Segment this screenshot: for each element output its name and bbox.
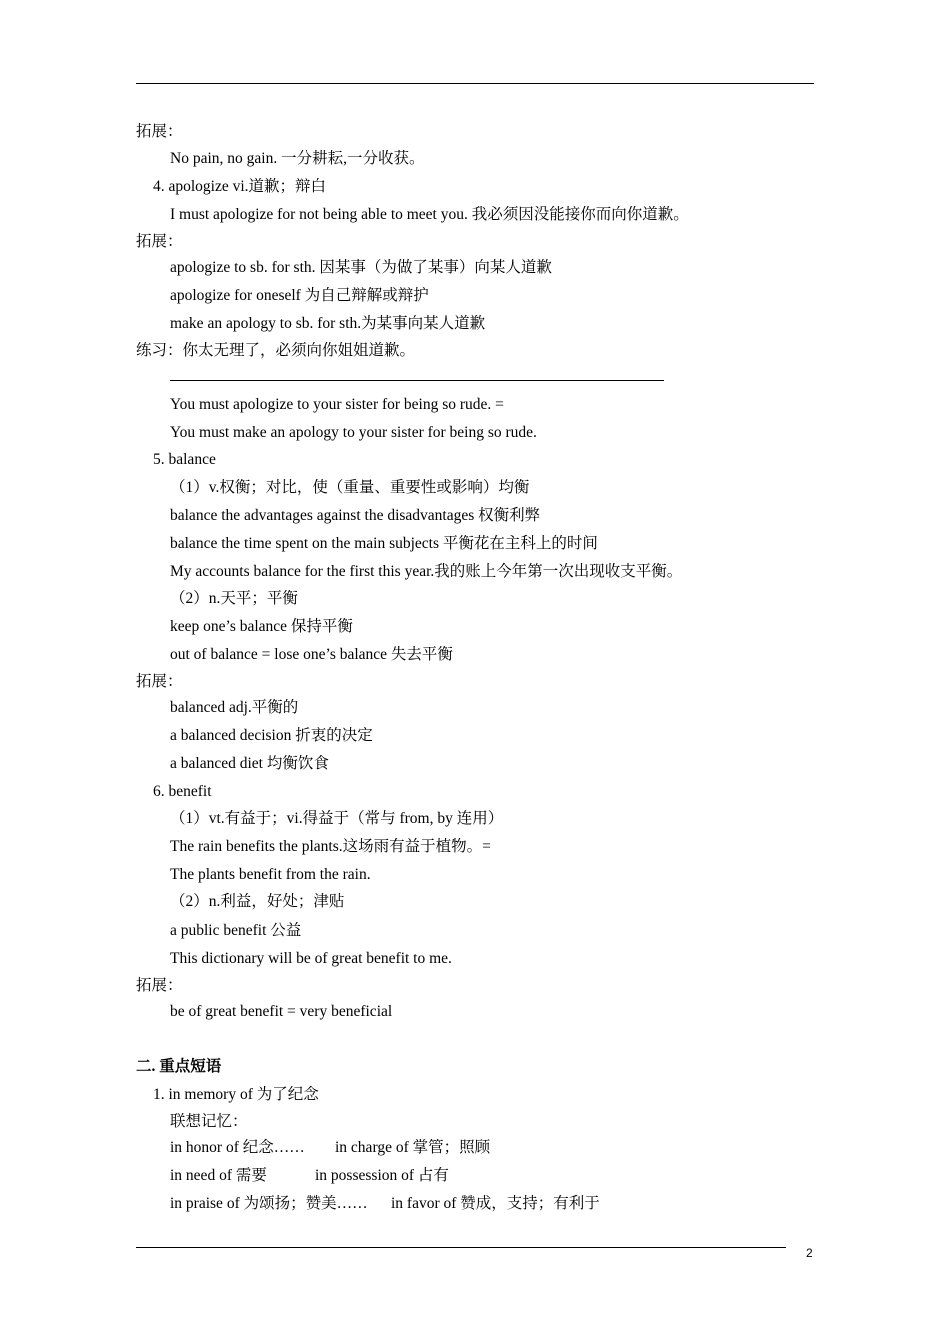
vocab-item-heading: 5. balance	[153, 451, 216, 468]
sense-line: （1）vt.有益于；vi.得益于（常与 from, by 连用）	[170, 810, 504, 827]
phrase-line: in praise of 为颂扬；赞美……	[170, 1195, 368, 1212]
phrase-line: apologize to sb. for sth. 因某事（为做了某事）向某人道歉	[170, 259, 552, 276]
exercise-prompt: 练习：你太无理了，必须向你姐姐道歉。	[136, 342, 416, 359]
example-sentence: No pain, no gain. 一分耕耘,一分收获。	[170, 150, 425, 167]
example-sentence: You must make an apology to your sister for being so rude.	[170, 424, 537, 441]
section-heading: 二. 重点短语	[136, 1058, 222, 1075]
page-number: 2	[806, 1246, 813, 1260]
example-sentence: This dictionary will be of great benefit to me.	[170, 950, 452, 967]
sense-line: （2）n.利益，好处；津贴	[170, 893, 345, 910]
phrase-line: balance the time spent on the main subjects 平衡花在主科上的时间	[170, 535, 598, 552]
phrase-line: balance the advantages against the disadvantages 权衡利弊	[170, 507, 541, 524]
vocab-item-heading: 4. apologize vi.道歉；辩白	[153, 178, 327, 195]
phrase-line: in possession of 占有	[315, 1167, 449, 1184]
phrase-line: a balanced diet 均衡饮食	[170, 755, 329, 772]
phrase-line: keep one’s balance 保持平衡	[170, 618, 353, 635]
phrase-line: in charge of 掌管；照顾	[335, 1139, 491, 1156]
phrase-line: make an apology to sb. for sth.为某事向某人道歉	[170, 315, 486, 332]
phrase-line: balanced adj.平衡的	[170, 699, 299, 716]
phrase-line: in favor of 赞成，支持；有利于	[391, 1195, 600, 1212]
phrase-line: in honor of 纪念……	[170, 1139, 305, 1156]
expansion-label: 拓展：	[136, 673, 183, 690]
phrase-line: a balanced decision 折衷的决定	[170, 727, 373, 744]
phrase-line: out of balance = lose one’s balance 失去平衡	[170, 646, 453, 663]
expansion-label: 拓展：	[136, 977, 183, 994]
phrase-line: a public benefit 公益	[170, 922, 302, 939]
vocab-item-heading: 6. benefit	[153, 783, 212, 800]
answer-blank-line	[170, 380, 664, 381]
example-sentence: I must apologize for not being able to meet you. 我必须因没能接你而向你道歉。	[170, 206, 689, 223]
footer-rule	[136, 1247, 786, 1248]
example-sentence: My accounts balance for the first this year.我的账上今年第一次出现收支平衡。	[170, 563, 683, 580]
phrase-line: apologize for oneself 为自己辩解或辩护	[170, 287, 429, 304]
example-sentence: The rain benefits the plants.这场雨有益于植物。=	[170, 838, 491, 855]
association-label: 联想记忆：	[170, 1113, 248, 1130]
header-rule	[136, 83, 814, 84]
example-sentence: You must apologize to your sister for being so rude. =	[170, 396, 504, 413]
sense-line: （1）v.权衡；对比，使（重量、重要性或影响）均衡	[170, 479, 530, 496]
phrase-line: in need of 需要	[170, 1167, 267, 1184]
expansion-label: 拓展：	[136, 123, 183, 140]
phrase-line: be of great benefit = very beneficial	[170, 1003, 393, 1020]
sense-line: （2）n.天平；平衡	[170, 590, 298, 607]
example-sentence: The plants benefit from the rain.	[170, 866, 371, 883]
expansion-label: 拓展：	[136, 233, 183, 250]
phrase-item-heading: 1. in memory of 为了纪念	[153, 1086, 319, 1103]
